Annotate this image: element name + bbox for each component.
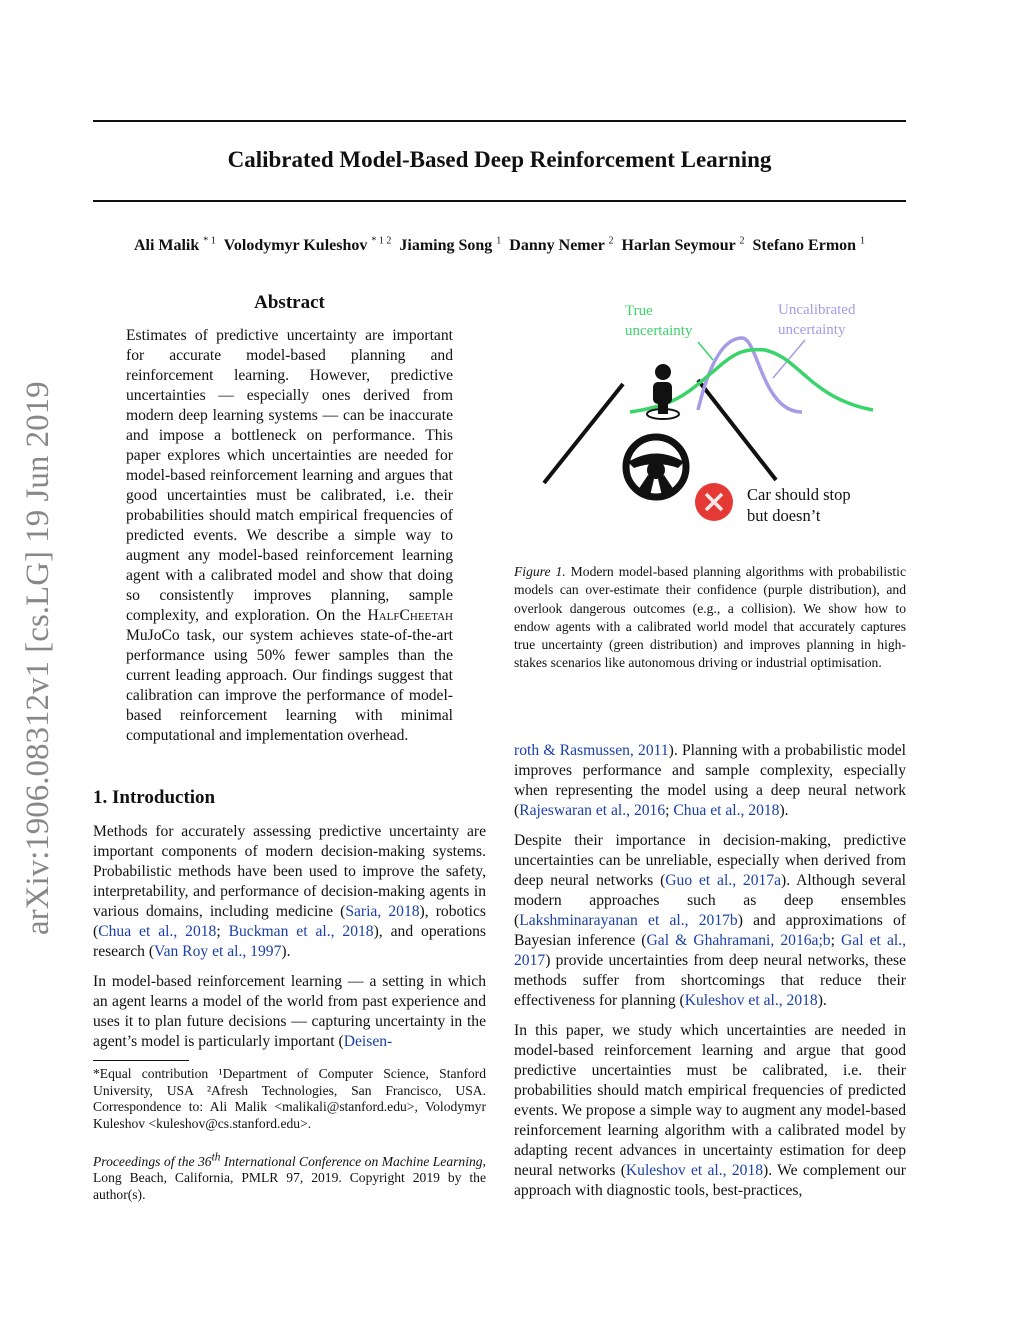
proceedings-c: , Long Beach, California, PMLR 97, 2019. Copyright 2019 by the author(s). — [93, 1153, 486, 1202]
affiliation-footnote: *Equal contribution ¹Department of Computer Science, Stanford University, USA ²Afresh Technologies, San Francisco, USA. Correspondence to: Ali Malik <malikali@stanford.edu>, Volodymyr Kuleshov <kuleshov@cs.stanford.edu>. — [93, 1066, 486, 1131]
text-run: ). We complement our approach with diagnostic tools, best-practices, — [514, 1162, 906, 1199]
text-run: ). — [779, 802, 789, 819]
author — [224, 237, 392, 254]
proceedings-b: International Conference on Machine Learning — [220, 1153, 483, 1169]
text-run: ). — [817, 992, 827, 1009]
true-label-1: True — [625, 303, 653, 319]
warning-label-2: but doesn’t — [747, 506, 821, 525]
proceedings-note — [93, 1149, 486, 1203]
author-name: Volodymyr Kuleshov — [223, 237, 368, 255]
citation-link[interactable]: Gal et al., 2017 — [514, 932, 907, 969]
title-bottom-rule — [93, 200, 906, 202]
text-run: ). Although several modern approaches such as deep ensembles ( — [514, 872, 907, 929]
author — [509, 237, 613, 254]
figure-1-illustration — [520, 290, 900, 540]
author-list — [93, 236, 906, 255]
citation-link[interactable]: Van Roy et al., 1997 — [154, 943, 282, 960]
road-right-line — [698, 380, 776, 480]
uncal-label-2: uncertainty — [778, 322, 846, 338]
text-run: Despite their importance in decision-making, predictive uncertainties can be unreliable, especially when derived from deep neural networks ( — [514, 832, 906, 889]
road-left-line — [544, 384, 623, 483]
citation-link[interactable]: Deisen- — [343, 1033, 393, 1050]
abstract-heading: Abstract — [254, 292, 325, 313]
author-name: Harlan Seymour — [621, 237, 736, 255]
citation-link[interactable]: Kuleshov et al., 2018 — [625, 1162, 764, 1179]
author-name: Danny Nemer — [509, 237, 605, 255]
citation-link[interactable]: Buckman et al., 2018 — [228, 923, 374, 940]
text-run: ), and operations research ( — [93, 923, 486, 960]
text-run: In model-based reinforcement learning — a setting in which an agent learns a model of the world from past experience and uses it to plan future decisions — capturing uncertainty in the agent’s model is particularly important ( — [93, 973, 486, 1050]
author-affiliation-mark: * 1 — [203, 236, 216, 247]
text-run: MuJoCo task, our system achieves state-of-the-art performance using 50% fewer samples than the current leading approach. Our findings suggest that calibration can improve the performance of model-based reinforcement learning with minimal computational and implementation overhead. — [126, 627, 453, 744]
caption-text: Modern model-based planning algorithms with probabilistic models can over-estimate their confidence (purple distribution), and overlook dangerous outcomes (e.g., a collision). We show how to endow agents with a calibrated world model that accurately captures true uncertainty (green distribution) and improves planning in high-stakes scenarios like autonomous driving or industrial optimisation. — [514, 564, 906, 671]
proceedings-a: Proceedings of the 36 — [93, 1153, 212, 1169]
pedestrian-icon — [647, 364, 679, 419]
proceedings-sup: th — [211, 1151, 221, 1163]
text-run: ; — [216, 923, 229, 940]
intro-heading: 1. Introduction — [93, 787, 216, 808]
author-affiliation-mark: 2 — [608, 236, 614, 247]
citation-link[interactable]: Rajeswaran et al., 2016 — [519, 802, 666, 819]
citation-link[interactable]: Guo et al., 2017a — [665, 872, 782, 889]
citation-link[interactable]: Chua et al., 2018 — [673, 802, 780, 819]
author-affiliation-mark: 1 — [496, 236, 502, 247]
intro-paragraph-4 — [514, 831, 906, 1011]
top-rule — [93, 120, 906, 122]
text-run: ) and approximations of Bayesian inference ( — [514, 912, 907, 949]
citation-link[interactable]: Gal & Ghahramani, 2016a;b — [646, 932, 831, 949]
author — [622, 237, 745, 254]
arxiv-identifier: arXiv:1906.08312v1 [cs.LG] 19 Jun 2019 — [20, 381, 56, 935]
citation-link[interactable]: Saria, 2018 — [345, 903, 420, 920]
citation-link[interactable]: Chua et al., 2018 — [98, 923, 217, 940]
intro-paragraph-3 — [514, 741, 906, 821]
author-name: Stefano Ermon — [752, 237, 857, 255]
citation-link[interactable]: Kuleshov et al., 2018 — [684, 992, 818, 1009]
text-run: ). — [281, 943, 291, 960]
caption-label: Figure 1. — [514, 564, 566, 579]
small-caps-text: HalfCheetah — [367, 607, 453, 624]
uncal-label-1: Uncalibrated — [778, 302, 856, 318]
text-run: In this paper, we study which uncertainties are needed in model-based reinforcement learning and argue that good predictive uncertainties must be calibrated, i.e. their probabilities should match empirical frequencies of predicted events. We propose a simple way to augment any model-based reinforcement learning algorithm with a calibrated model by adapting recent advances in uncertainty estimation for deep neural networks ( — [514, 1022, 906, 1179]
intro-paragraph-5 — [514, 1021, 906, 1201]
text-run: ), robotics ( — [93, 903, 486, 940]
text-run: Methods for accurately assessing predictive uncertainty are important components of modern decision-making systems. Probabilistic methods have been used to improve the safety, interpretability, and performance of decision-making agents in various domains, including medicine ( — [93, 823, 486, 920]
steering-wheel-icon — [626, 437, 686, 497]
citation-link[interactable]: Lakshminarayanan et al., 2017b — [519, 912, 738, 929]
author — [752, 237, 865, 254]
text-run: ) provide uncertainties from deep neural networks, these methods suffer from shortcomings that reduce their effectiveness for planning ( — [514, 952, 906, 1009]
text-run: ). Planning with a probabilistic model improves performance and sample complexity, especially when representing the model using a deep neural network ( — [514, 742, 907, 819]
author-name: Jiaming Song — [399, 237, 493, 255]
intro-paragraph-2 — [93, 972, 486, 1052]
text-run: Estimates of predictive uncertainty are important for accurate model-based planning and reinforcement learning. However, predictive uncertainties — especially ones derived from modern deep learning systems — can be inaccurate and impose a bottleneck on performance. This paper explores which uncertainties are needed for model-based reinforcement learning and argues that good uncertainties must be calibrated, i.e. their probabilities should match empirical frequencies of predicted events. We describe a simple way to augment any model-based reinforcement learning agent with a calibrated model and show that doing so consistently improves planning, sample complexity, and exploration. On the — [126, 327, 453, 624]
abstract-text — [126, 326, 453, 746]
author — [134, 237, 216, 254]
true-label-2: uncertainty — [625, 323, 693, 339]
citation-link[interactable]: roth & Rasmussen, 2011 — [514, 742, 669, 759]
text-run: ; — [665, 802, 674, 819]
text-run: ; — [830, 932, 842, 949]
paper-title: Calibrated Model-Based Deep Reinforcement Learning — [227, 147, 772, 172]
author-name: Ali Malik — [133, 237, 200, 255]
warning-label-1: Car should stop — [747, 485, 851, 504]
author — [399, 237, 501, 254]
footnote-rule — [93, 1060, 189, 1061]
figure-1-caption — [514, 563, 906, 673]
author-affiliation-mark: 2 — [739, 236, 745, 247]
author-affiliation-mark: 1 — [860, 236, 866, 247]
intro-paragraph-1 — [93, 822, 486, 962]
error-icon — [695, 483, 733, 521]
author-affiliation-mark: * 1 2 — [371, 236, 392, 247]
true-arrow — [698, 342, 713, 360]
